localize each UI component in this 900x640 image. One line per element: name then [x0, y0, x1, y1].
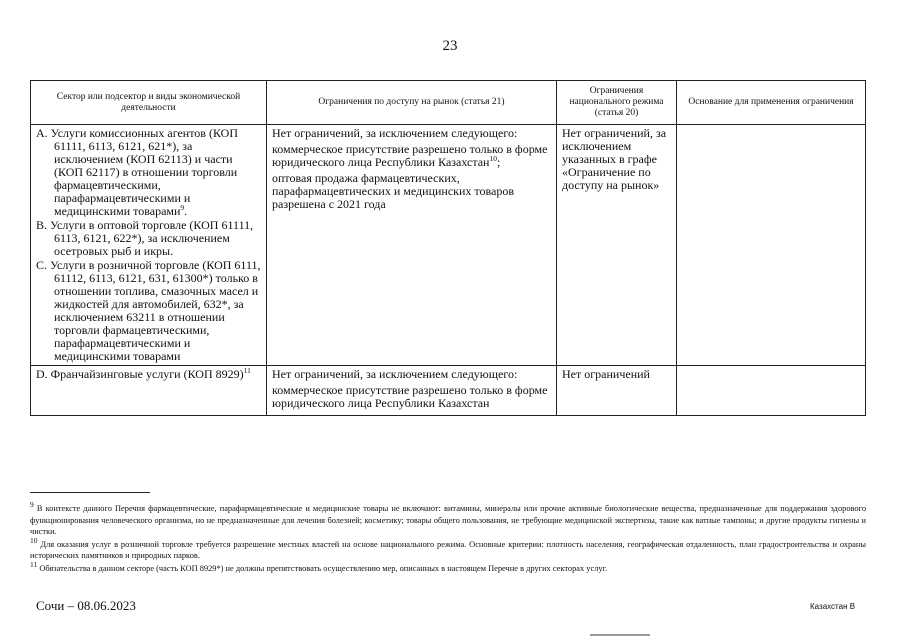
footnote-11: $^{11}$ Обязательства в данном секторе (часть КОП 8929*) не должны препятствовать осуществлению мер, описанных в настоящем Перечне в других секторах услуг. — [30, 559, 608, 573]
sector-cell — [31, 125, 267, 366]
header-national-treatment: Ограничения национального режима (статья 20) — [557, 81, 677, 125]
basis-cell — [677, 125, 866, 366]
national-treatment-cell: Нет ограничений — [557, 366, 677, 416]
market-access-line: коммерческое присутствие разрешено только в форме юридического лица Республики Казахстан — [272, 383, 548, 410]
footnote-ref-9: 9 — [180, 203, 185, 212]
market-access-cell — [267, 366, 557, 416]
footnote-ref-11: 11 — [243, 366, 251, 375]
page-number: 23 — [442, 38, 458, 54]
market-access-line: оптовая продажа фармацевтических, парафармацевтических и медицинских товаров разрешена с 2021 года — [272, 171, 514, 211]
basis-cell — [677, 366, 866, 416]
footnote-9: $^9$ В контексте данного Перечня фармацевтические, парафармацевтические и медицинские товары не включают: витамины, минералы или прочие активные биологические вещества, предназначенные для поддержания здорового функционирования человеческого организма, но не предназначенные для лечения болезней; косметику; товары общего пользования, не требующие медицинской экспертизы, такие как ватные тампоны; и другие продукты гигиены и чистки. — [30, 500, 867, 536]
sector-d: D. Франчайзинговые услуги (КОП 8929)$^{11}$ — [36, 366, 251, 381]
market-access-line: Нет ограничений, за исключением следующего: — [272, 126, 518, 140]
footnote-divider — [30, 492, 150, 493]
table-header-row — [31, 81, 866, 125]
table-row — [31, 366, 866, 416]
header-sector: Сектор или подсектор и виды экономической деятельности — [31, 81, 267, 125]
sector-c: C. Услуги в розничной торговле (КОП 6111, 61112, 6113, 6121, 631, 61300*) только в отношении топлива, смазочных масел и жидкостей для автомобилей, 632*, за исключением 63211 в отношении торговли фармацевтическими, парафармацевтическими и медицинскими товарами — [36, 258, 261, 363]
market-access-cell — [267, 125, 557, 366]
footnote-10: $^{10}$ Для оказания услуг в розничной торговле требуется разрешение местных властей на основе национального режима. Основные критерии: плотность населения, географическая отдаленность, план градостроительства и охраны исторических памятников и природных парков. — [30, 535, 867, 560]
table-row — [31, 125, 866, 366]
market-access-line: Нет ограничений, за исключением следующего: — [272, 367, 518, 381]
market-access-line: коммерческое присутствие разрешено только в форме юридического лица Республики Казахстан$^{10}$; — [272, 142, 548, 169]
sector-b: B. Услуги в оптовой торговле (КОП 61111, 6113, 6121, 622*), за исключением осетровых рыб и икры. — [36, 218, 254, 258]
sector-a: A. Услуги комиссионных агентов (КОП 61111, 6113, 6121, 621*), за исключением (КОП 62113) и части (КОП 62117) в отношении торговли фармацевтическими, парафармацевтическими и медицинскими товарами$^9$. — [36, 126, 238, 218]
sector-cell — [31, 366, 267, 416]
footer-country: Казахстан B — [810, 602, 856, 611]
commitments-table — [30, 80, 866, 416]
header-market-access: Ограничения по доступу на рынок (статья 21) — [267, 81, 557, 125]
header-basis: Основание для применения ограничения — [677, 81, 866, 125]
footnote-ref-10: 10 — [489, 154, 497, 163]
scan-artifact — [590, 634, 650, 636]
footer-date: Сочи – 08.06.2023 — [36, 598, 136, 613]
footnotes — [30, 500, 867, 575]
national-treatment-cell: Нет ограничений, за исключением указанных в графе «Ограничение по доступу на рынок» — [557, 125, 677, 366]
